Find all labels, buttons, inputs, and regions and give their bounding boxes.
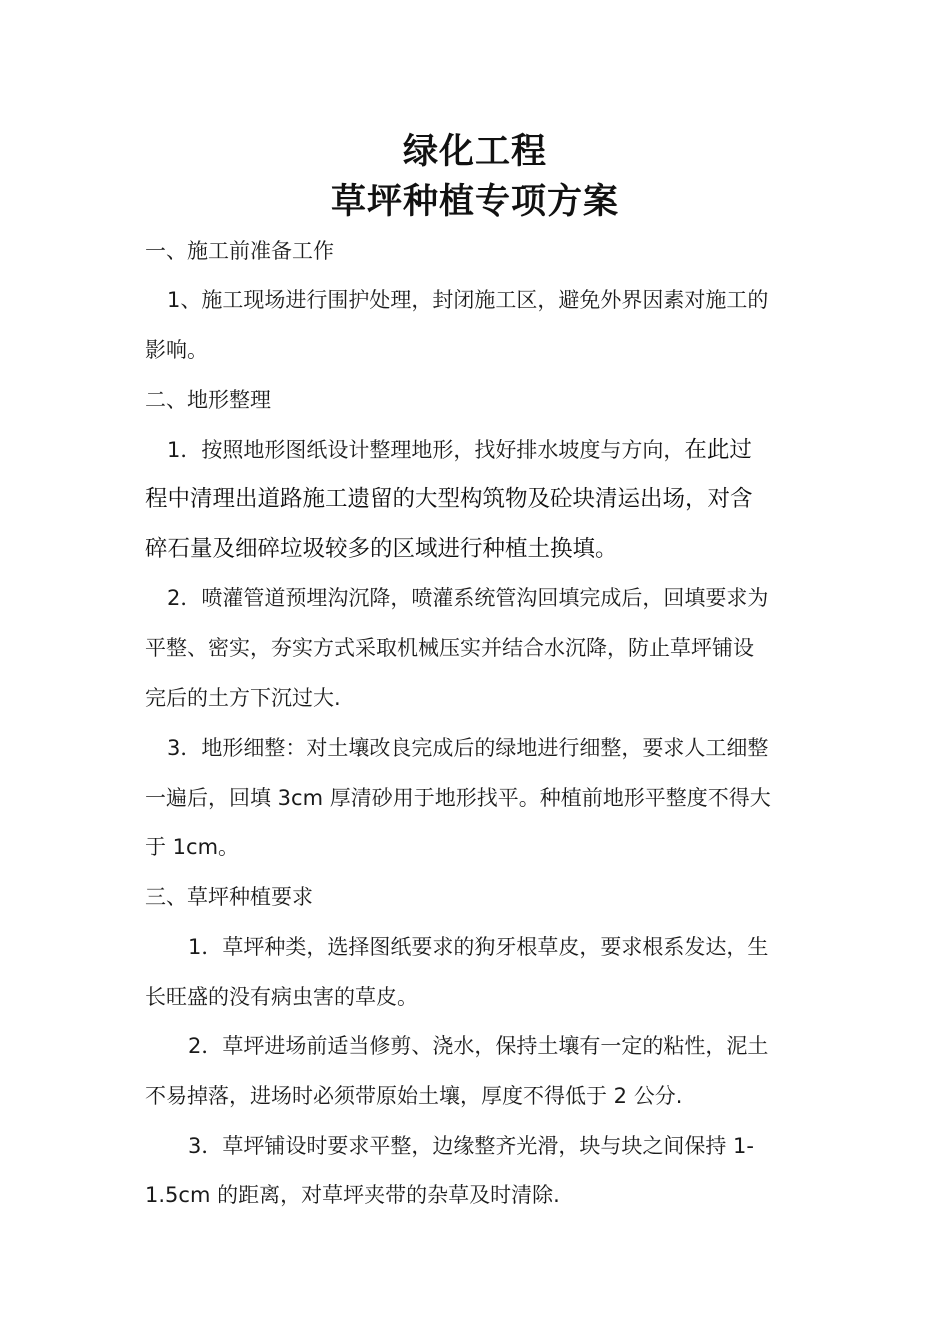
- paragraph-line: 2．草坪进场前适当修剪、浇水，保持土壤有一定的粘性，泥土: [188, 1034, 769, 1058]
- paragraph-line: 1.5cm 的距离，对草坪夹带的杂草及时清除.: [145, 1183, 560, 1207]
- paragraph-line: 于 1cm。: [145, 835, 240, 859]
- paragraph-line: 一遍后，回填 3cm 厚清砂用于地形找平。种植前地形平整度不得大: [145, 786, 771, 810]
- paragraph-line: [167, 435, 752, 465]
- paragraph-fragment: 在此过: [684, 437, 752, 463]
- paragraph-line: 1、施工现场进行围护处理，封闭施工区，避免外界因素对施工的: [167, 288, 769, 312]
- document-subtitle: 草坪种植专项方案: [330, 182, 619, 222]
- paragraph-line: 完后的土方下沉过大.: [145, 686, 341, 710]
- document-title: 绿化工程: [402, 132, 547, 172]
- paragraph-line: 3．草坪铺设时要求平整，边缘整齐光滑，块与块之间保持 1-: [188, 1134, 754, 1158]
- paragraph-fragment: 1．按照地形图纸设计整理地形，找好排水坡度与方向，: [167, 438, 685, 462]
- paragraph-line: 2．喷灌管道预埋沟沉降，喷灌系统管沟回填完成后，回填要求为: [167, 586, 769, 610]
- paragraph-line: 影响。: [145, 338, 208, 362]
- section-heading-2: 二、地形整理: [145, 388, 271, 412]
- paragraph-line: 1．草坪种类，选择图纸要求的狗牙根草皮，要求根系发达，生: [188, 935, 769, 959]
- section-heading-1: 一、施工前准备工作: [145, 239, 334, 263]
- paragraph-line: 长旺盛的没有病虫害的草皮。: [145, 985, 418, 1009]
- paragraph-line: 碎石量及细碎垃圾较多的区域进行种植土换填。: [145, 536, 618, 562]
- paragraph-line: 3．地形细整：对土壤改良完成后的绿地进行细整，要求人工细整: [167, 736, 769, 760]
- paragraph-line: 平整、密实，夯实方式采取机械压实并结合水沉降，防止草坪铺设: [145, 636, 754, 660]
- section-heading-3: 三、草坪种植要求: [145, 885, 313, 909]
- paragraph-line: 程中清理出道路施工遗留的大型构筑物及砼块清运出场，对含: [145, 486, 753, 512]
- paragraph-line: 不易掉落，进场时必须带原始土壤，厚度不得低于 2 公分.: [145, 1084, 683, 1108]
